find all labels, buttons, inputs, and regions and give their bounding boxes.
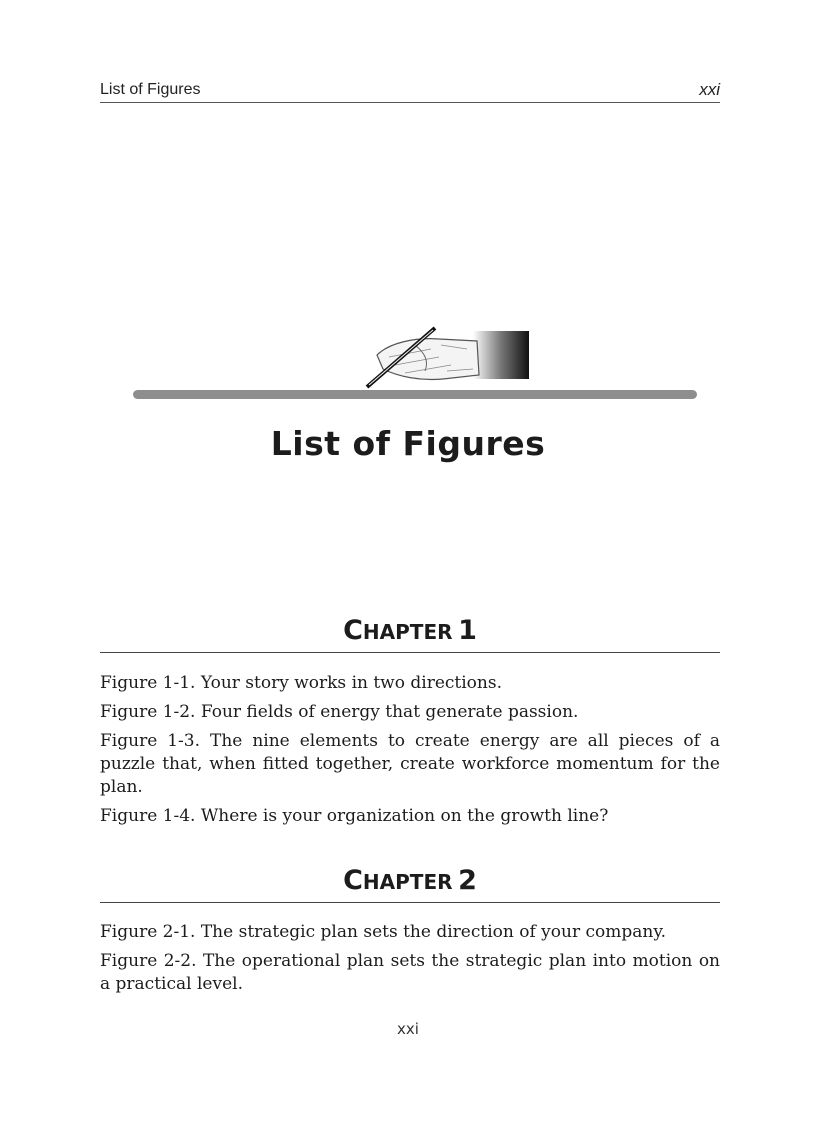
chapter-heading-word: HAPTER: [362, 620, 453, 644]
running-head: [100, 80, 720, 103]
figure-entry: Figure 1-2. Four fields of energy that generate passion.: [100, 702, 579, 722]
chapter-heading-initial: C: [343, 615, 363, 646]
chapter-heading-word: HAPTER: [362, 870, 453, 894]
hand-writing-icon: [355, 325, 545, 390]
chapter-number: 1: [458, 615, 477, 646]
figure-list: [100, 672, 720, 834]
running-head-page-number: xxi: [699, 80, 720, 99]
chapter-heading: [100, 865, 720, 903]
figure-entry: Figure 1-1. Your story works in two directions.: [100, 673, 502, 693]
page-number: xxi: [397, 1020, 419, 1038]
figure-entry: Figure 1-3. The nine elements to create energy are all pieces of a puzzle that, when fitted together, create workforce momentum for the plan.: [100, 731, 720, 797]
figure-entry: Figure 1-4. Where is your organization on the growth line?: [100, 806, 609, 826]
chapter-heading: [100, 615, 720, 653]
page-title: List of Figures: [270, 424, 546, 463]
chapter-number: 2: [458, 865, 477, 896]
figure-entry: Figure 2-1. The strategic plan sets the direction of your company.: [100, 922, 667, 942]
chapter-heading-initial: C: [343, 865, 363, 896]
running-head-title: List of Figures: [100, 81, 201, 98]
title-rule: [133, 390, 697, 399]
figure-list: [100, 921, 720, 1002]
figure-entry: Figure 2-2. The operational plan sets the strategic plan into motion on a practical level.: [100, 951, 720, 994]
